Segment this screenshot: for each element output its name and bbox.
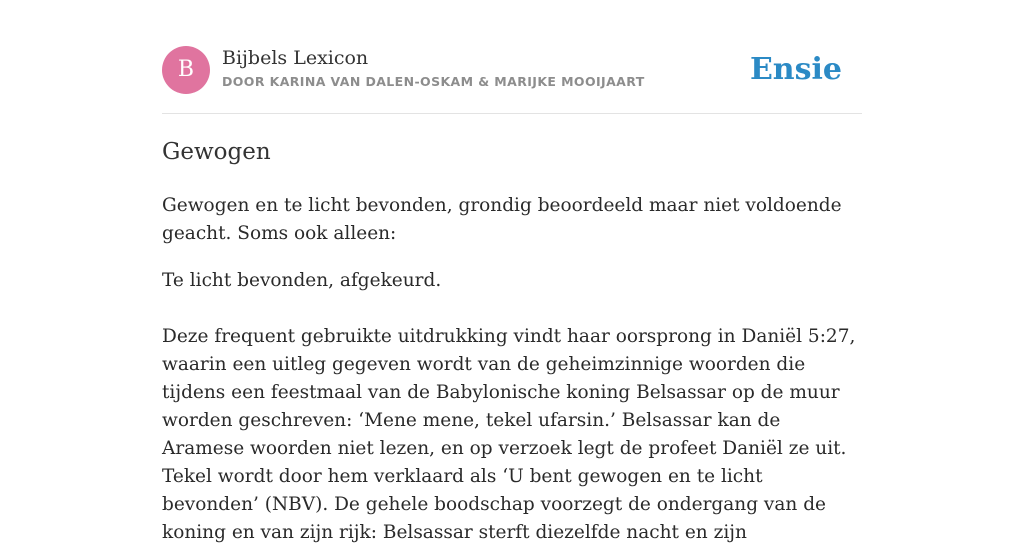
author-byline: DOOR KARINA VAN DALEN-OSKAM & MARIJKE MOOIJAART: [222, 74, 645, 89]
avatar[interactable]: B: [162, 46, 210, 94]
book-title[interactable]: Bijbels Lexicon: [222, 47, 369, 69]
header-divider: [162, 113, 862, 114]
ensie-logo[interactable]: Ensie: [749, 52, 842, 87]
entry-content: [162, 136, 862, 547]
entry-title: Gewogen: [162, 139, 271, 165]
header: [162, 46, 862, 96]
definition-paragraph: Gewogen en te licht bevonden, grondig beoordeeld maar niet voldoende geacht. Soms ook alleen:: [162, 195, 842, 244]
explanation-paragraph: Deze frequent gebruikte uitdrukking vindt haar oorsprong in Daniël 5:27, waarin een uitleg gegeven wordt van de geheimzinnige woorden die tijdens een feestmaal van de Babylonische koning Belsassar op de muur worden geschreven: ‘Mene mene, tekel ufarsin.’ Belsassar kan de Aramese woorden niet lezen, en op verzoek legt de profeet Daniël ze uit. Tekel wordt door hem verklaard als ‘U bent gewogen en te licht bevonden’ (NBV). De gehele boodschap voorzegt de ondergang van de koning en van zijn rijk: Belsassar sterft diezelfde nacht en zijn: [162, 326, 856, 543]
definition-variant-paragraph: Te licht bevonden, afgekeurd.: [162, 270, 442, 291]
